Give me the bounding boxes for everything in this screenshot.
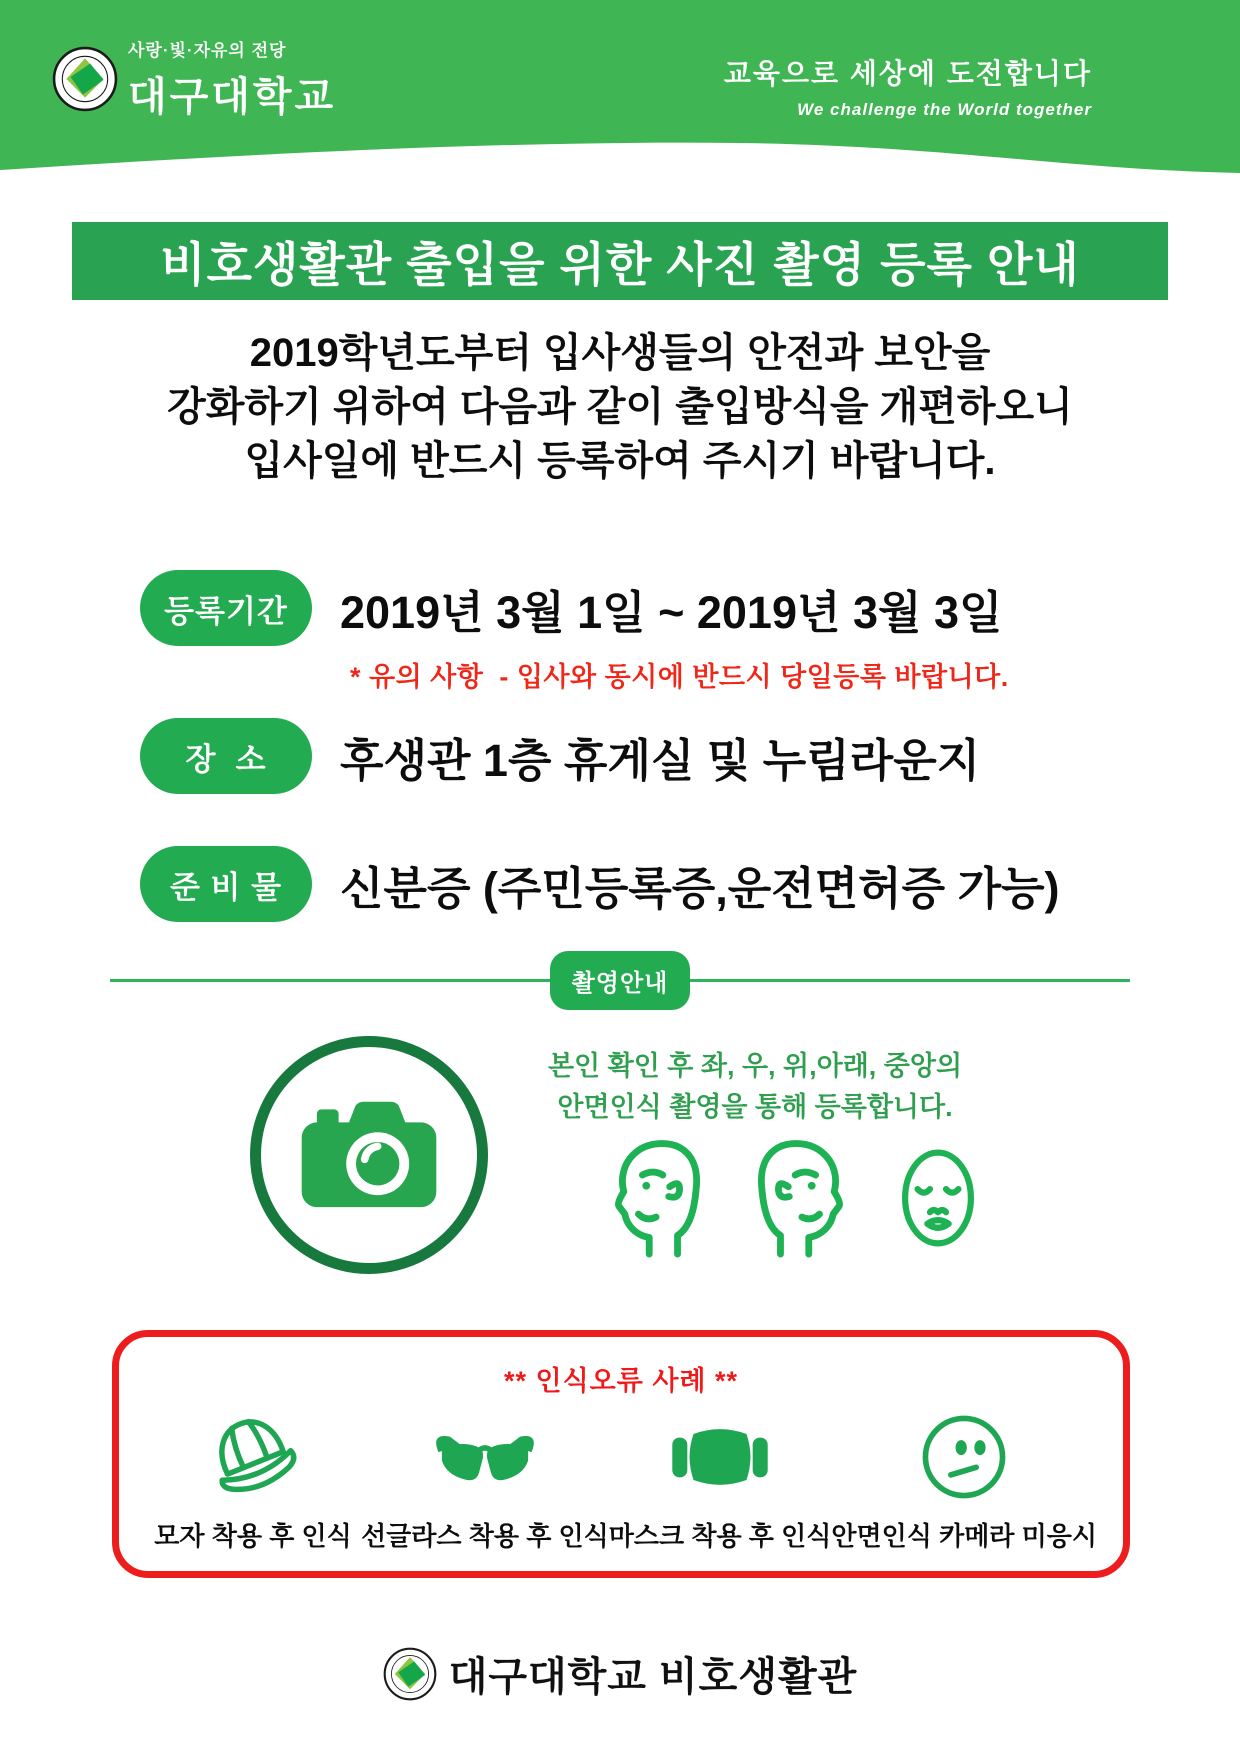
error-case-label: 마스크 착용 후 인식	[608, 1521, 832, 1551]
averted-face-icon	[917, 1404, 1011, 1510]
error-case-cap	[145, 1404, 361, 1553]
photo-desc-line-1: 본인 확인 후 좌, 우, 위,아래, 중앙의	[547, 1051, 963, 1081]
place-label-pill: 장 소	[140, 718, 312, 794]
error-case-averted	[831, 1404, 1097, 1553]
slogan-block	[724, 52, 1092, 120]
sunglasses-icon	[426, 1404, 544, 1510]
error-case-sunglasses	[361, 1404, 609, 1553]
intro-paragraph	[0, 326, 1240, 488]
footer	[0, 1645, 1240, 1702]
face-left-profile	[608, 1136, 708, 1258]
cap-icon	[203, 1404, 303, 1510]
footer-organization: 대구대학교 비호생활관	[448, 1655, 858, 1699]
header	[0, 0, 1240, 178]
mask-icon	[667, 1404, 773, 1510]
place-value: 후생관 1층 휴게실 및 누림라운지	[340, 734, 981, 786]
photo-guide-divider	[0, 952, 1240, 1008]
error-case-label: 모자 착용 후 인식	[154, 1521, 352, 1551]
error-case-label: 안면인식 카메라 미응시	[831, 1521, 1097, 1551]
brand-text	[128, 36, 336, 122]
place-row	[140, 718, 980, 794]
photo-description	[520, 1046, 990, 1128]
period-value: 2019년 3월 1일 ~ 2019년 3월 3일	[340, 586, 1003, 638]
items-label-pill: 준 비 물	[140, 846, 312, 922]
error-cases-row	[119, 1398, 1123, 1553]
error-case-mask	[609, 1404, 832, 1553]
footer-university-seal-icon	[383, 1647, 437, 1701]
error-box-title: ** 인식오류 사례 **	[503, 1366, 739, 1396]
registration-period-row	[140, 570, 1002, 646]
face-left-profile-icon	[608, 1136, 708, 1258]
intro-line-3: 입사일에 반드시 등록하여 주시기 바랍니다.	[244, 439, 996, 483]
university-name: 대구대학교	[128, 75, 337, 119]
items-value: 신분증 (주민등록증,운전면허증 가능)	[340, 862, 1060, 914]
camera-badge	[250, 1036, 488, 1274]
intro-line-2: 강화하기 위하여 다음과 같이 출입방식을 개편하오니	[167, 385, 1073, 429]
face-front-icon	[898, 1144, 978, 1252]
university-seal-icon	[52, 46, 118, 112]
recognition-error-box	[112, 1330, 1130, 1578]
brand-block	[52, 36, 336, 122]
error-case-label: 선글라스 착용 후 인식	[361, 1521, 609, 1551]
slogan-korean: 교육으로 세상에 도전합니다	[723, 58, 1092, 89]
camera-icon	[293, 1094, 445, 1216]
items-row	[140, 846, 1060, 922]
face-right-profile	[750, 1136, 850, 1258]
face-front	[898, 1144, 978, 1252]
face-right-profile-icon	[750, 1136, 850, 1258]
photo-desc-line-2: 안면인식 촬영을 통해 등록합니다.	[557, 1092, 953, 1122]
period-label-pill: 등록기간	[140, 570, 312, 646]
photo-guide-pill: 촬영안내	[550, 951, 691, 1010]
intro-line-1: 2019학년도부터 입사생들의 안전과 보안을	[249, 331, 991, 375]
period-note: * 유의 사항 - 입사와 동시에 반드시 당일등록 바랍니다.	[350, 662, 1009, 692]
page-title: 비호생활관 출입을 위한 사진 촬영 등록 안내	[72, 222, 1168, 300]
brand-tagline: 사랑·빛·자유의 전당	[128, 41, 287, 60]
face-scan-icons	[608, 1136, 978, 1258]
slogan-english: We challenge the World together	[797, 100, 1092, 119]
